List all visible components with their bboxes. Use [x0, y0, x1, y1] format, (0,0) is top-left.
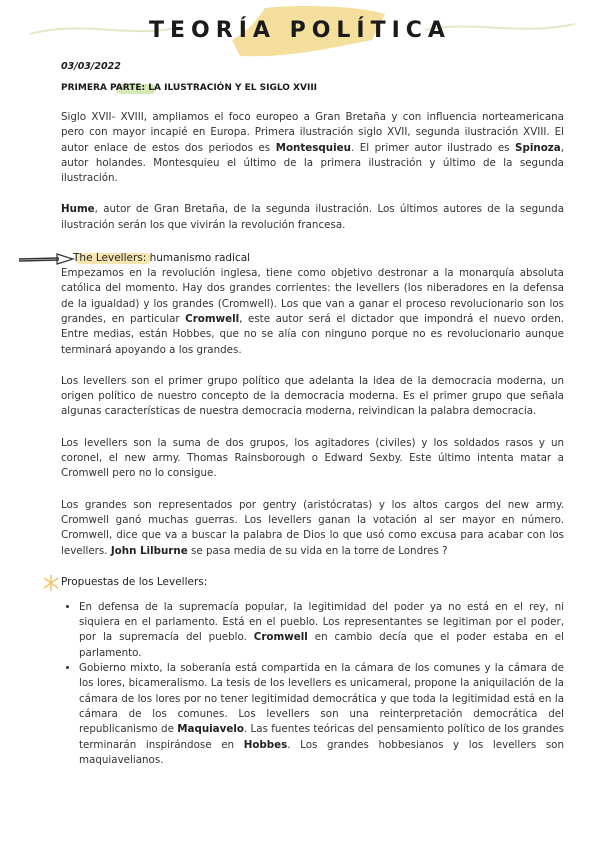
paragraph-3 [61, 266, 564, 358]
page-title: TEORÍA POLÍTICA [149, 18, 451, 43]
bold-name: Montesquieu [275, 141, 351, 154]
section-heading-propuestas [61, 575, 564, 590]
star-icon [41, 573, 61, 593]
text: en cambio decía que el poder estaba en el parlamento. [79, 631, 564, 659]
text: se pasa media de su vida en la torre de Londres ? [187, 544, 448, 557]
section-title: The Levellers: humanismo radical [73, 252, 251, 265]
list-item [79, 661, 564, 768]
bold-name: Maquiavelo [177, 723, 244, 736]
section-heading-levellers [61, 251, 564, 266]
proposal-list [61, 600, 564, 768]
bold-name: Cromwell [185, 312, 240, 325]
text: Siglo XVII- XVIII, ampliamos el foco europeo a Gran Bretaña y con influencia norteamericana pero con mayor incapié en Europa. Primera ilustración siglo XVII, segunda ilustración XVIII. El autor enlace de estos dos periodos es [61, 111, 564, 154]
bold-name: Cromwell [253, 631, 308, 644]
text: , autor holandes. Montesquieu el último de la primera ilustración y último de la segunda ilustración. [61, 141, 564, 185]
bold-name: Hobbes [243, 738, 288, 751]
text: Empezamos en la revolución inglesa, tiene como objetivo destronar a la monarquía absoluta católica del momento. Hay dos grandes corrientes: the levellers (los niberadores en la defensa de la igualdad) y los grandes (Cromwell). Los que van a ganar el proceso revolucionario son los grandes, en particular [61, 267, 564, 325]
text: En defensa de la supremacía popular, la legitimidad del poder ya no está en el rey, ni siquiera en el parlamento. Está en el pueblo. Los representantes se legitiman por el poder, por la supremacía del pueblo. [79, 600, 564, 644]
body-content [61, 110, 564, 768]
paragraph-4: Los levellers son el primer grupo político que adelanta la idea de la democracia moderna, un origen político de nuestro concepto de la democracia moderna. Es el primer grupo que señala algunas características de nuestra democracia moderna, reivindican la palabra democracia. [61, 374, 564, 418]
list-item [79, 600, 564, 661]
paragraph-6 [61, 498, 564, 559]
text: Gobierno mixto, la soberanía está compartida en la cámara de los comunes y la cámara de los lores, bicameralismo. La tesis de los levellers es unicameral, propone la aniquilación de la cámara de los lores por no tener legitimidad democrática y que toda la legitimidad está en la cámara de los comunes. Los levellers son una reinterpretación democrática del republicanismo de [79, 662, 564, 736]
part-title: PRIMERA PARTE: LA ILUSTRACIÓN Y EL SIGLO XVIII [61, 83, 318, 93]
bold-name: Spinoza [515, 141, 561, 154]
text: , este autor será el dictador que impondrá el nuevo orden. Entre medias, están Hobbes, que no se alía con ninguno porque no es revolucionario aunque terminará apoyando a los grandes. [61, 312, 564, 356]
paragraph-1 [61, 110, 564, 186]
bold-name: John Lilburne [110, 544, 188, 557]
arrow-icon [17, 253, 77, 265]
paragraph-2 [61, 202, 564, 233]
bold-name: Hume [61, 203, 95, 216]
text: . Las fuentes teóricas del pensamiento político de los grandes terminarán inspirándose en [79, 723, 564, 751]
text: , autor de Gran Bretaña, de la segunda ilustración. Los últimos autores de la segunda ilustración serán los que vivirán la revolución francesa. [61, 203, 564, 231]
date: 03/03/2022 [61, 61, 121, 72]
text: . El primer autor ilustrado es [350, 141, 516, 154]
header [0, 0, 600, 60]
text: Los grandes son representados por gentry (aristócratas) y los altos cargos del new army. Cromwell ganó muchas guerras. Los levellers ganan la votación al ser mayor en número. Cromwell, dice que va a buscar la palabra de Dios lo que usó como excusa para acabar con los levellers. [61, 498, 564, 557]
section-title: Propuestas de los Levellers: [61, 575, 208, 588]
text: . Los grandes hobbesianos y los levellers son maquiavelianos. [79, 738, 565, 766]
paragraph-5: Los levellers son la suma de dos grupos, los agitadores (civiles) y los soldados rasos y un coronel, el new army. Thomas Rainsborough o Edward Sexby. Este último intenta matar a Cromwell pero no lo consigue. [61, 436, 564, 480]
